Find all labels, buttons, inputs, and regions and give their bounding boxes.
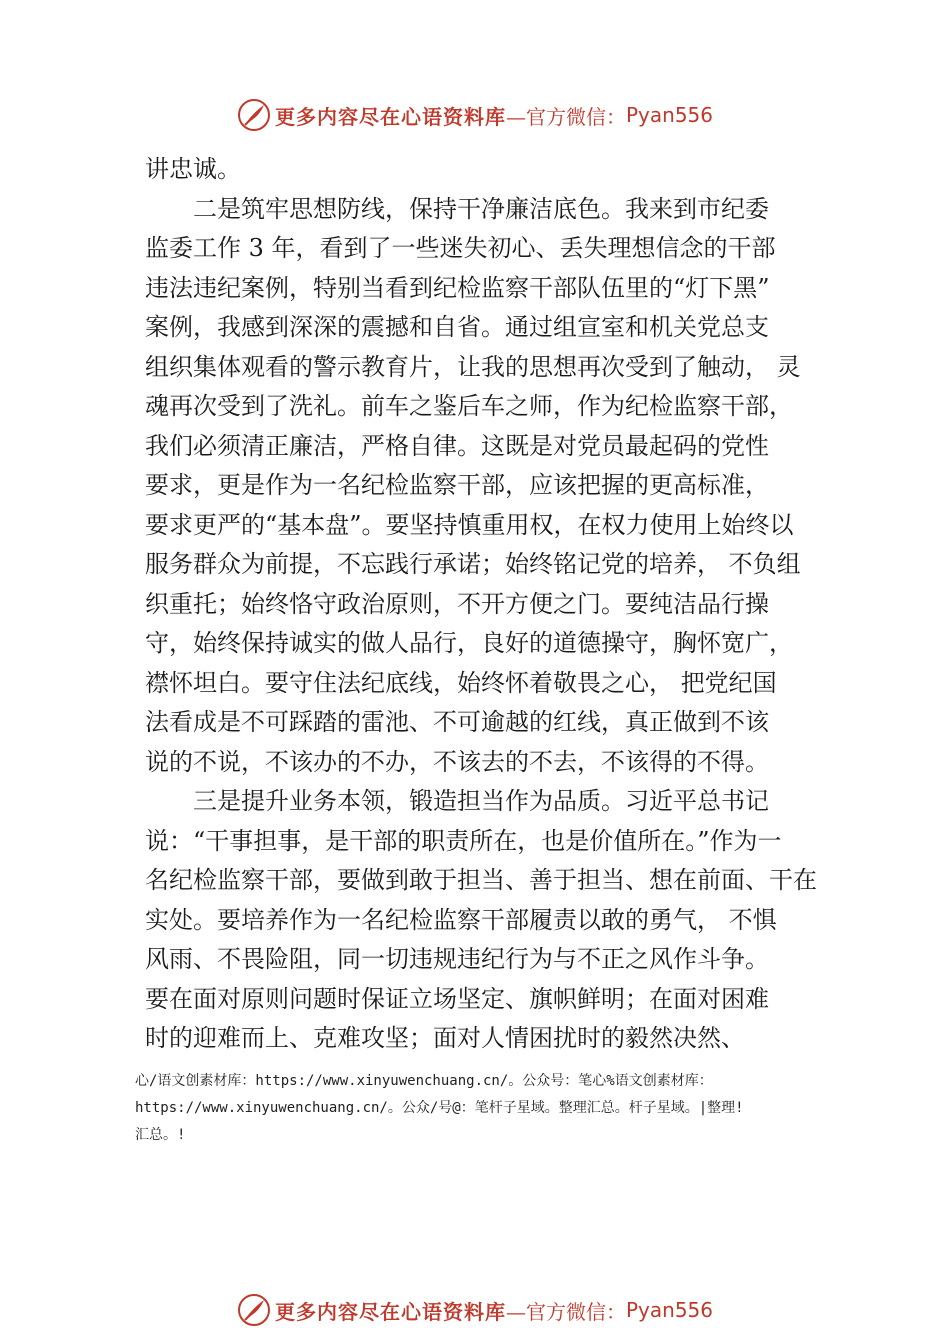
paragraph-1-line: 服务群众为前提，不忘践行承诺；始终铭记党的培养， 不负组 <box>145 550 801 578</box>
paragraph-1-line: 织重托；始终恪守政治原则，不开方便之门。要纯洁品行操 <box>145 589 769 618</box>
paragraph-1-line: 组织集体观看的警示教育片，让我的思想再次受到了触动， 灵 <box>145 352 801 381</box>
paragraph-1-line: 守，始终保持诚实的做人品行，良好的道德操守，胸怀宽广， <box>145 629 793 657</box>
banner-wechat-label: —官方微信： <box>505 1299 626 1324</box>
paragraph-2-line: 名纪检监察干部，要做到敢于担当、善于担当、想在前面、干在 <box>145 866 817 894</box>
feather-pen-logo-icon <box>237 98 271 132</box>
paragraph-2-line: 三是提升业务本领，锻造担当作为品质。习近平总书记 <box>193 787 769 815</box>
banner-site-name: 更多内容尽在心语资料库 <box>274 104 506 129</box>
footnote-line: 心/语文创素材库：https://www.xinyuwenchuang.cn/。公众号：笔心%语文创素材库： <box>135 1073 713 1089</box>
paragraph-2-line: 说：“干事担事，是干部的职责所在，也是价值所在。”作为一 <box>145 826 782 855</box>
paragraph-1-line: 襟怀坦白。要守住法纪底线，始终怀着敬畏之心， 把党纪国 <box>145 668 777 697</box>
footnote-watermark-text <box>135 1068 835 1149</box>
paragraph-1-line: 说的不说，不该办的不办，不该去的不去，不该得的不得。 <box>145 747 769 776</box>
paragraph-1-line: 案例，我感到深深的震撼和自省。通过组宣室和机关党总支 <box>145 313 769 341</box>
footnote-line: 汇总。! <box>135 1127 186 1143</box>
paragraph-2-line: 时的迎难而上、克难攻坚；面对人情困扰时的毅然决然、 <box>145 1024 745 1052</box>
paragraph-1-line: 监委工作 3 年，看到了一些迷失初心、丢失理想信念的干部 <box>145 234 776 262</box>
paragraph-1-line: 我们必须清正廉洁，严格自律。这既是对党员最起码的党性 <box>145 431 769 460</box>
paragraph-1-line: 二是筑牢思想防线，保持干净廉洁底色。我来到市纪委 <box>193 194 769 223</box>
paragraph-1-line: 法看成是不可踩踏的雷池、不可逾越的红线，真正做到不该 <box>145 708 769 736</box>
paragraph-1-line: 违法违纪案例，特别当看到纪检监察干部队伍里的“灯下黑” <box>145 273 770 302</box>
footnote-line: https://www.xinyuwenchuang.cn/。公众/号@：笔杆子星域。整理汇总。杆子星域。|整理! <box>135 1100 744 1116</box>
paragraph-2-line: 实处。要培养作为一名纪检监察干部履责以敢的勇气， 不惧 <box>145 905 777 934</box>
paragraph-2-line: 风雨、不畏险阻，同一切违规违纪行为与不正之风作斗争。 <box>145 945 769 973</box>
feather-pen-logo-icon <box>237 1293 271 1327</box>
paragraph-0-line: 讲忠诚。 <box>145 155 241 183</box>
paragraph-1-line: 要求，更是作为一名纪检监察干部，应该把握的更高标准， <box>145 471 769 499</box>
banner-wechat-id: Pyan556 <box>625 1298 713 1322</box>
paragraph-1-line: 魂再次受到了洗礼。前车之鉴后车之师，作为纪检监察干部， <box>145 392 793 420</box>
banner-site-name: 更多内容尽在心语资料库 <box>274 1299 506 1324</box>
paragraph-2-line: 要在面对原则问题时保证立场坚定、旗帜鲜明；在面对困难 <box>145 984 769 1013</box>
header-banner <box>0 95 950 135</box>
footer-banner <box>0 1290 950 1330</box>
banner-wechat-label: —官方微信： <box>505 104 626 129</box>
document-body <box>145 150 825 1059</box>
paragraph-1-line: 要求更严的“基本盘”。要坚持慎重用权，在权力使用上始终以 <box>145 510 794 539</box>
banner-wechat-id: Pyan556 <box>625 103 713 127</box>
